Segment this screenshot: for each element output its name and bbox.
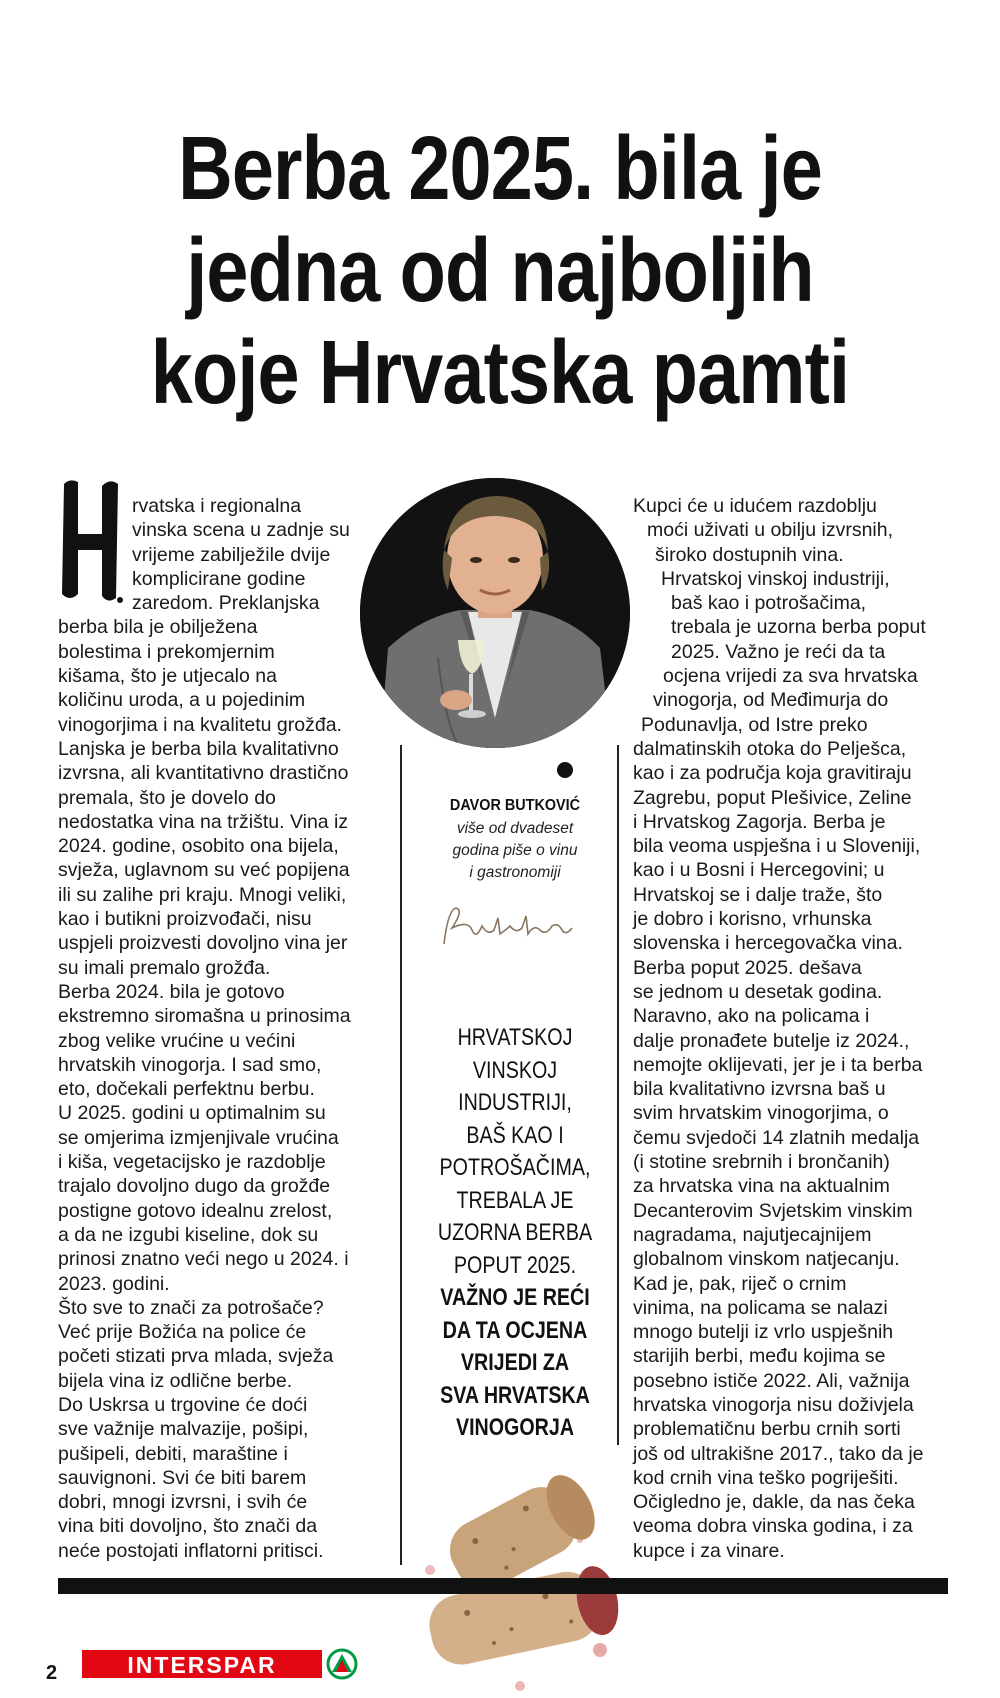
left-text-line: vinska scena u zadnje su (132, 519, 350, 542)
cork-illustration (400, 1450, 630, 1695)
right-text-line: kao i za područja koja gravitiraju (633, 762, 912, 785)
right-text-line: nemojte oklijevati, jer je i ta berba (633, 1053, 923, 1076)
left-text-line: ili su zalihe pri kraju. Mnogi veliki, (58, 883, 347, 906)
right-text-line: bila veoma uspješna i u Sloveniji, (633, 835, 921, 858)
right-text-line: starijih berbi, među kojima se (633, 1345, 886, 1368)
drop-cap-letter: H (56, 476, 57, 477)
left-text-line: zaredom. Preklanjska (132, 592, 320, 615)
left-text-line: Do Uskrsa u trgovine će doći (58, 1393, 308, 1416)
left-text-line: prinosi znatno veći nego u 2024. i (58, 1248, 349, 1271)
right-text-line: Podunavlja, od Istre preko (641, 713, 868, 736)
pull-quote-bold-line: VRIJEDI ZA (460, 1349, 570, 1376)
right-text-line: bila kvalitativno izvrsna baš u (633, 1078, 886, 1101)
logo-text: INTERSPAR (127, 1652, 277, 1678)
right-text-line: Hrvatskoj vinskoj industriji, (661, 567, 890, 590)
bottom-rule (58, 1578, 948, 1594)
pull-quote-line: VINSKOJ (472, 1056, 558, 1084)
right-text-line: dalje pronađete butelje iz 2024., (633, 1029, 910, 1052)
author-description (420, 818, 610, 884)
right-text-line: mnogo butelji iz vrlo uspješnih (633, 1321, 894, 1344)
author-description-line: više od dvadeset (456, 820, 574, 837)
right-text-line: za hrvatska vina na aktualnim (633, 1175, 890, 1198)
left-text-line: Što sve to znači za potrošače? (58, 1296, 324, 1319)
right-text-line: svim hrvatskim vinogorjima, o (633, 1102, 889, 1125)
pull-quote-bold-line: VINOGORJA (455, 1414, 575, 1441)
left-text-line: a da ne izgubi kiseline, dok su (58, 1223, 319, 1246)
pull-quote-line: TREBALA JE (456, 1186, 574, 1214)
pull-quote-line: BAŠ KAO I (466, 1121, 564, 1149)
pull-quote-bold-line: VAŽNO JE REĆI (440, 1284, 590, 1311)
headline-line-3: koje Hrvatska pamti (150, 323, 850, 423)
page-number: 2 (46, 1662, 58, 1684)
left-text-line: sauvignoni. Svi će biti barem (58, 1466, 307, 1489)
left-text-line: U 2025. godini u optimalnim su (58, 1102, 326, 1125)
pull-quote (400, 1022, 630, 1445)
left-text-line: dobri, mnogi izvrsni, i svih će (58, 1491, 308, 1514)
author-portrait-illustration (360, 478, 630, 748)
left-text-line: komplicirane godine (132, 567, 306, 590)
left-text-line: vina biti dovoljno, što znači da (58, 1515, 318, 1538)
left-text-line: vrijeme zabilježile dvije (132, 543, 331, 566)
left-text-line: vinogorjima i na kvalitetu grožđa. (58, 713, 342, 736)
right-text-line: dalmatinskih otoka do Pelješca, (633, 737, 907, 760)
left-text-line: pušipeli, debiti, maraštine i (58, 1442, 288, 1465)
right-text-line: hrvatska vinogorja nisu doživjela (633, 1393, 914, 1416)
right-column-text (633, 494, 951, 1563)
left-text-line: trajalo dovoljno dugo da grožđe (58, 1175, 331, 1198)
right-text-line: problematičnu berbu crnih sorti (633, 1418, 901, 1441)
right-text-line: kod crnih vina teško pogriješiti. (633, 1466, 899, 1489)
left-text-line: 2024. godine, osobito ona bijela, (58, 835, 339, 858)
right-text-line: Kad je, pak, riječ o crnim (633, 1272, 847, 1295)
right-text-line: se jednom u desetak godina. (633, 980, 883, 1003)
left-text-line: premala, što je dovelo do (58, 786, 276, 809)
left-text-line: svježa, uglavnom su već popijena (58, 859, 350, 882)
right-text-line: trebala je uzorna berba poput (671, 616, 926, 639)
pull-quote-line: POPUT 2025. (453, 1251, 577, 1279)
left-text-line: količinu uroda, a u pojedinim (58, 689, 306, 712)
left-text-line: neće postojati inflatorni pritisci. (58, 1539, 324, 1562)
left-text-line: bijela vina iz odlične berbe. (58, 1369, 293, 1392)
right-text-line: posebno ističe 2022. Ali, važnija (633, 1369, 910, 1392)
right-text-line: Kupci će u idućem razdoblju (633, 495, 877, 517)
right-text-line: 2025. Važno je reći da ta (671, 640, 886, 663)
left-text-line: početi stizati prva mlada, svježa (58, 1345, 334, 1368)
left-text-line: se omjerima izmjenjivale vrućina (58, 1126, 339, 1149)
interspar-logo (82, 1648, 360, 1680)
right-text-line: je dobro i korisno, vrhunska (633, 908, 872, 931)
right-text-line: veoma dobra vinska godina, i za (633, 1515, 913, 1538)
right-text-line: moći uživati u obilju izvrsnih, (647, 519, 894, 542)
left-text-line: su imali premalo grožđa. (58, 956, 271, 979)
right-column (633, 494, 951, 1563)
left-text-line: Berba 2024. bila je gotovo (58, 980, 285, 1003)
left-column-text (58, 494, 383, 1563)
author-name: DAVOR BUTKOVIĆ (449, 797, 581, 814)
pull-quote-line: UZORNA BERBA (437, 1219, 593, 1246)
right-text-line: Zagrebu, poput Plešivice, Zeline (633, 786, 912, 809)
left-text-line: eto, dočekali perfektnu berbu. (58, 1078, 315, 1101)
right-text-line: kupce i za vinare. (633, 1539, 785, 1562)
author-signature (438, 900, 578, 950)
headline-line-1: Berba 2025. bila je (178, 119, 822, 219)
pull-quote-line: POTROŠAČIMA, (439, 1154, 591, 1181)
left-text-line: kišama, što je utjecalo na (58, 665, 277, 688)
left-text-line: postigne gotovo idealnu zrelost, (58, 1199, 333, 1222)
left-text-line: ekstremno siromašna u prinosima (58, 1005, 351, 1028)
right-text-line: globalnom vinskom natjecanju. (633, 1248, 900, 1271)
drop-cap (56, 476, 124, 604)
right-text-line: Decanterovim Svjetskim vinskim (633, 1199, 913, 1222)
right-text-line: široko dostupnih vina. (655, 543, 844, 566)
left-text-line: uspjeli proizvesti dovoljno vina jer (58, 932, 348, 955)
right-text-line: Hrvatskoj se i dalje traže, što (633, 883, 883, 906)
left-text-line: nedostatka vina na tržištu. Vina iz (58, 810, 349, 833)
left-text-line: zbog velike vrućine u većini (58, 1029, 296, 1052)
left-text-line: bolestima i prekomjernim (58, 640, 275, 663)
left-text-line: berba bila je obilježena (58, 616, 258, 639)
author-description-line: i gastronomiji (469, 864, 561, 881)
right-text-line: slovenska i hercegovačka vina. (633, 932, 903, 955)
right-text-line: čemu svjedoči 14 zlatnih medalja (633, 1126, 920, 1149)
pull-quote-bold-line: SVA HRVATSKA (440, 1381, 590, 1409)
headline (80, 118, 920, 424)
headline-line-2: jedna od najboljih (186, 221, 814, 321)
left-text-line: 2023. godini. (58, 1272, 170, 1295)
right-text-line: Naravno, ako na policama i (633, 1005, 870, 1028)
left-text-line: Već prije Božića na police će (58, 1321, 307, 1344)
right-text-line: još od ultrakišne 2017., tako da je (633, 1442, 924, 1465)
left-text-line: hrvatskih vinogorja. I sad smo, (58, 1053, 322, 1076)
right-text-line: Očigledno je, dakle, da nas čeka (633, 1491, 915, 1514)
left-text-line: i kiša, vegetacijsko je razdoblje (58, 1151, 326, 1174)
pull-quote-bold-line: DA TA OCJENA (442, 1316, 588, 1344)
pull-quote-line: INDUSTRIJI, (458, 1089, 572, 1116)
right-text-line: vinima, na policama se nalazi (633, 1296, 888, 1319)
right-text-line: kao i u Bosni i Hercegovini; u (633, 859, 885, 882)
right-text-line: (i stotine srebrnih i brončanih) (633, 1151, 890, 1174)
right-text-line: ocjena vrijedi za sva hrvatska (663, 665, 918, 688)
author-description-line: godina piše o vinu (452, 842, 578, 859)
right-text-line: Berba poput 2025. dešava (633, 956, 862, 979)
left-column (56, 476, 383, 1563)
pull-quote-line: HRVATSKOJ (457, 1024, 573, 1051)
left-text-line: rvatska i regionalna (132, 495, 302, 517)
right-text-line: vinogorja, od Međimurja do (653, 689, 889, 712)
author-photo (360, 478, 630, 748)
right-text-line: baš kao i potrošačima, (671, 592, 867, 615)
right-text-line: nagradama, najutjecajnijem (633, 1223, 872, 1246)
ink-dot (557, 762, 573, 778)
left-text-line: izvrsna, ali kvantitativno drastično (58, 762, 349, 785)
right-text-line: i Hrvatskog Zagorja. Berba je (633, 810, 886, 833)
left-text-line: sve važnije malvazije, pošipi, (58, 1418, 309, 1441)
left-text-line: Lanjska je berba bila kvalitativno (58, 737, 339, 760)
left-text-line: kao i butikni proizvođači, nisu (58, 908, 312, 931)
